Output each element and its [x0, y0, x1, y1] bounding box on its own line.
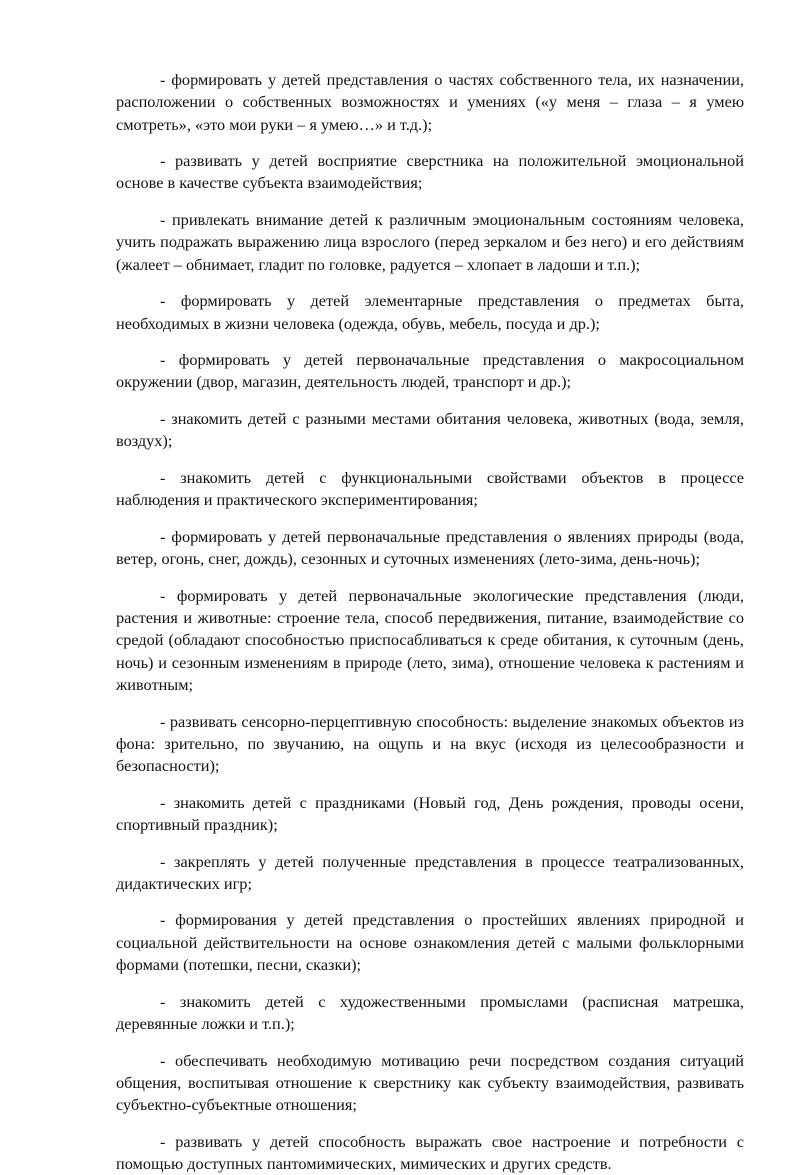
paragraph-folk-crafts: - знакомить детей с художественными промыслами (расписная матрешка, деревянные ложки и т.п.);	[116, 991, 744, 1033]
paragraph-sensory-perception: - развивать сенсорно-перцептивную способность: выделение знакомых объектов из фона: зрительно, по звучанию, на ощупь и на вкус (исходя из целесообразности и безопасности);	[116, 711, 744, 776]
paragraph-macrosocial-environment: - формировать у детей первоначальные представления о макросоциальном окружении (двор, магазин, деятельность людей, транспорт и др.);	[116, 350, 744, 392]
paragraph-peer-perception: - развивать у детей восприятие сверстника на положительной эмоциональной основе в качестве субъекта взаимодействия;	[116, 151, 744, 193]
paragraph-body-parts: - формировать у детей представления о частях собственного тела, их назначении, расположении о собственных возможностях и умениях («у меня – глаза – я умею смотреть», «это мои руки – я умею…» и т.д.);	[116, 70, 744, 134]
paragraph-habitats: - знакомить детей с разными местами обитания человека, животных (вода, земля, воздух);	[116, 409, 744, 451]
paragraph-emotional-states: - привлекать внимание детей к различным эмоциональным состояниям человека, учить подражать выражению лица взрослого (перед зеркалом и без него) и его действиям (жалеет – обнимает, гладит по головке, радуется – хлопает в ладоши и т.п.);	[116, 210, 744, 274]
paragraph-mood-expression: - развивать у детей способность выражать свое настроение и потребности с помощью доступных пантомимических, мимических и других средств.	[116, 1131, 744, 1174]
paragraph-functional-properties: - знакомить детей с функциональными свойствами объектов в процессе наблюдения и практического экспериментирования;	[116, 467, 744, 510]
paragraph-ecological-ideas: - формировать у детей первоначальные экологические представления (люди, растения и животные: строение тела, способ передвижения, питание, взаимодействие со средой (обладают способностью приспосабливаться к среде обитания, к суточным (день, ночь) и сезонным изменениям в природе (лето, зима), отношение человека к растениям и животным;	[116, 585, 744, 694]
paragraph-household-items: - формировать у детей элементарные представления о предметах быта, необходимых в жизни человека (одежда, обувь, мебель, посуда и др.);	[116, 291, 744, 333]
paragraph-natural-phenomena: - формировать у детей первоначальные представления о явлениях природы (вода, ветер, огонь, снег, дождь), сезонных и суточных изменениях (лето-зима, день-ночь);	[116, 526, 744, 569]
paragraph-theatrical-games: - закреплять у детей полученные представления в процессе театрализованных, дидактических игр;	[116, 851, 744, 893]
document-body	[116, 69, 744, 1175]
paragraph-speech-motivation: - обеспечивать необходимую мотивацию речи посредством создания ситуаций общения, воспитывая отношение к сверстнику как субъекту взаимодействия, развивать субъектно-субъектные отношения;	[116, 1050, 744, 1115]
paragraph-folklore-forms: - формирования у детей представления о простейших явлениях природной и социальной действительности на основе ознакомления детей с малыми фольклорными формами (потешки, песни, сказки);	[116, 910, 744, 975]
paragraph-holidays: - знакомить детей с праздниками (Новый год, День рождения, проводы осени, спортивный праздник);	[116, 792, 744, 834]
